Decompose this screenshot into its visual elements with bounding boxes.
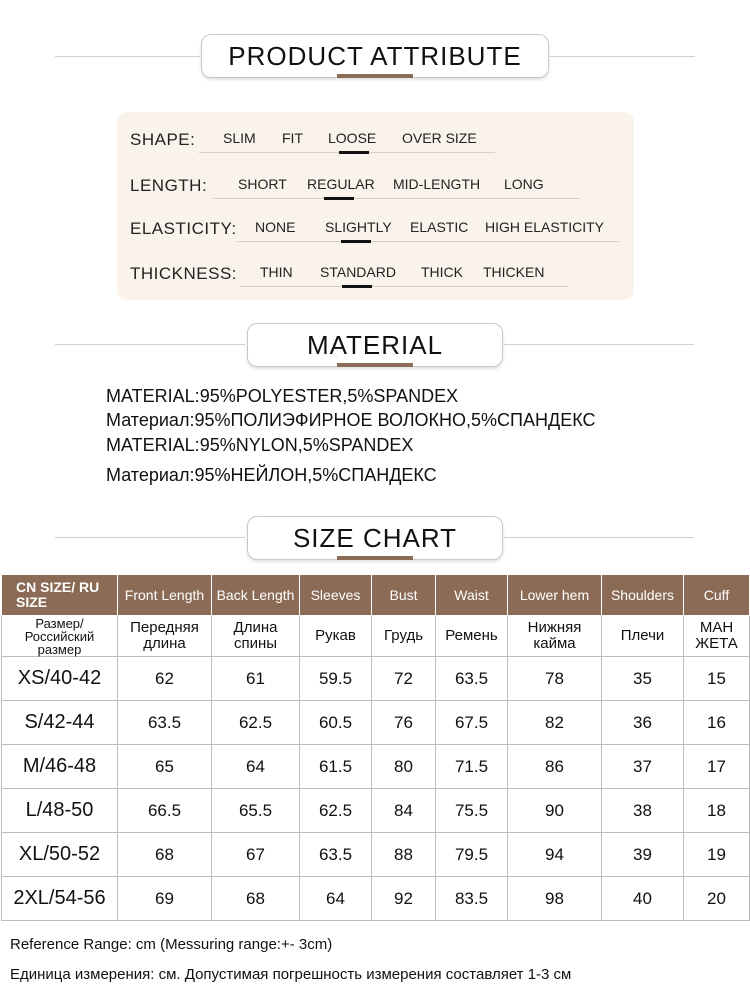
value-cell: 84	[372, 789, 436, 833]
attr-label: SHAPE:	[130, 130, 196, 149]
size-cell: XS/40-42	[2, 657, 118, 701]
value-cell: 63.5	[118, 701, 212, 745]
product-attribute-header	[0, 34, 750, 94]
value-cell: 75.5	[436, 789, 508, 833]
attr-option: LONG	[504, 176, 544, 192]
value-cell: 37	[602, 745, 684, 789]
material-label: Материал:	[106, 410, 195, 430]
header-cell: Грудь	[372, 616, 436, 657]
reference-range-en: Reference Range: cm (Messuring range:+- 3cm)	[10, 936, 333, 953]
attr-option: SLIM	[223, 130, 256, 146]
value-cell: 67.5	[436, 701, 508, 745]
material-header	[0, 323, 750, 383]
material-value: 95%POLYESTER,5%SPANDEX	[199, 386, 459, 406]
material-value: 95%NYLON,5%SPANDEX	[199, 435, 414, 455]
value-cell: 83.5	[436, 877, 508, 921]
value-cell: 61	[212, 657, 300, 701]
attr-option: THICK	[421, 264, 463, 280]
product-attribute-title: PRODUCT ATTRIBUTE	[201, 34, 549, 78]
material-line	[106, 465, 437, 486]
divider-right	[504, 537, 694, 538]
value-cell: 17	[684, 745, 750, 789]
value-cell: 94	[508, 833, 602, 877]
value-cell: 69	[118, 877, 212, 921]
attr-option-selected: STANDARD	[320, 264, 396, 280]
attribute-panel	[117, 112, 634, 300]
value-cell: 63.5	[436, 657, 508, 701]
value-cell: 59.5	[300, 657, 372, 701]
value-cell: 64	[300, 877, 372, 921]
size-chart-header	[0, 516, 750, 576]
attr-option: OVER SIZE	[402, 130, 477, 146]
size-cell: M/46-48	[2, 745, 118, 789]
value-cell: 67	[212, 833, 300, 877]
header-cell: Sleeves	[300, 575, 372, 616]
header-cell: Длина спины	[212, 616, 300, 657]
attr-option: ELASTIC	[410, 219, 469, 235]
value-cell: 65	[118, 745, 212, 789]
value-cell: 62.5	[212, 701, 300, 745]
value-cell: 64	[212, 745, 300, 789]
divider-right	[550, 56, 695, 57]
material-line	[106, 386, 458, 407]
value-cell: 65.5	[212, 789, 300, 833]
value-cell: 71.5	[436, 745, 508, 789]
table-row	[2, 833, 750, 877]
value-cell: 20	[684, 877, 750, 921]
divider-left	[55, 344, 245, 345]
table-header-ru	[2, 616, 750, 657]
size-chart-table	[1, 574, 750, 921]
divider-left	[55, 537, 245, 538]
value-cell: 82	[508, 701, 602, 745]
header-cell: Waist	[436, 575, 508, 616]
table-row	[2, 745, 750, 789]
attr-option-selected: SLIGHTLY	[325, 219, 392, 235]
attr-option: FIT	[282, 130, 303, 146]
material-title: MATERIAL	[247, 323, 503, 367]
divider-left	[55, 56, 200, 57]
size-cell: 2XL/54-56	[2, 877, 118, 921]
attr-label: THICKNESS:	[130, 264, 238, 283]
value-cell: 68	[212, 877, 300, 921]
title-accent-bar	[337, 556, 413, 560]
header-cell: Lower hem	[508, 575, 602, 616]
attr-option: HIGH ELASTICITY	[485, 219, 605, 235]
header-cell: Ремень	[436, 616, 508, 657]
header-cell: Плечи	[602, 616, 684, 657]
table-row	[2, 701, 750, 745]
value-cell: 16	[684, 701, 750, 745]
header-cell: Размер/ Российский размер	[2, 616, 118, 657]
attr-option: THIN	[260, 264, 293, 280]
value-cell: 68	[118, 833, 212, 877]
material-label: MATERIAL:	[106, 386, 200, 406]
header-cell: Bust	[372, 575, 436, 616]
attr-underline	[239, 286, 569, 287]
material-line	[106, 435, 413, 456]
value-cell: 38	[602, 789, 684, 833]
attr-option: SHORT	[238, 176, 287, 192]
header-cell: CN SIZE/ RU SIZE	[2, 575, 118, 616]
value-cell: 18	[684, 789, 750, 833]
header-cell: Рукав	[300, 616, 372, 657]
header-cell: Нижняя кайма	[508, 616, 602, 657]
divider-right	[504, 344, 694, 345]
table-header-en	[2, 575, 750, 616]
attr-row-length	[117, 170, 634, 200]
title-accent-bar	[337, 74, 413, 78]
value-cell: 39	[602, 833, 684, 877]
size-cell: L/48-50	[2, 789, 118, 833]
attr-option-selected: REGULAR	[307, 176, 375, 192]
attr-label: LENGTH:	[130, 176, 208, 195]
header-cell: Front Length	[118, 575, 212, 616]
attr-label: ELASTICITY:	[130, 219, 237, 238]
material-value: 95%ПОЛИЭФИРНОЕ ВОЛОКНО,5%СПАНДЕКС	[194, 410, 596, 430]
value-cell: 92	[372, 877, 436, 921]
value-cell: 78	[508, 657, 602, 701]
material-label: Материал:	[106, 465, 195, 485]
value-cell: 79.5	[436, 833, 508, 877]
value-cell: 15	[684, 657, 750, 701]
selected-marker	[324, 197, 354, 200]
value-cell: 60.5	[300, 701, 372, 745]
attr-row-thickness	[117, 258, 634, 288]
attr-row-shape	[117, 124, 634, 154]
header-cell: МАН ЖЕТА	[684, 616, 750, 657]
attr-option: THICKEN	[483, 264, 545, 280]
size-cell: XL/50-52	[2, 833, 118, 877]
value-cell: 80	[372, 745, 436, 789]
reference-range-ru: Единица измерения: см. Допустимая погрешность измерения составляет 1-3 см	[10, 966, 572, 983]
attr-row-elasticity	[117, 213, 634, 243]
value-cell: 36	[602, 701, 684, 745]
title-accent-bar	[337, 363, 413, 367]
value-cell: 19	[684, 833, 750, 877]
value-cell: 72	[372, 657, 436, 701]
value-cell: 35	[602, 657, 684, 701]
selected-marker	[339, 151, 369, 154]
header-cell: Back Length	[212, 575, 300, 616]
attr-underline	[237, 241, 619, 242]
value-cell: 40	[602, 877, 684, 921]
value-cell: 63.5	[300, 833, 372, 877]
value-cell: 61.5	[300, 745, 372, 789]
size-cell: S/42-44	[2, 701, 118, 745]
header-cell: Cuff	[684, 575, 750, 616]
value-cell: 98	[508, 877, 602, 921]
value-cell: 76	[372, 701, 436, 745]
material-label: MATERIAL:	[106, 435, 200, 455]
selected-marker	[342, 285, 372, 288]
table-row	[2, 789, 750, 833]
attr-option-selected: LOOSE	[328, 130, 377, 146]
table-row	[2, 657, 750, 701]
header-cell: Shoulders	[602, 575, 684, 616]
value-cell: 62.5	[300, 789, 372, 833]
size-chart-title: SIZE CHART	[247, 516, 503, 560]
value-cell: 86	[508, 745, 602, 789]
attr-underline	[213, 198, 580, 199]
value-cell: 88	[372, 833, 436, 877]
value-cell: 66.5	[118, 789, 212, 833]
value-cell: 62	[118, 657, 212, 701]
attr-option: MID-LENGTH	[393, 176, 481, 192]
selected-marker	[341, 240, 371, 243]
material-value: 95%НЕЙЛОН,5%СПАНДЕКС	[194, 465, 437, 485]
value-cell: 90	[508, 789, 602, 833]
material-line	[106, 410, 595, 431]
attr-option: NONE	[255, 219, 296, 235]
table-row	[2, 877, 750, 921]
header-cell: Передняя длина	[118, 616, 212, 657]
